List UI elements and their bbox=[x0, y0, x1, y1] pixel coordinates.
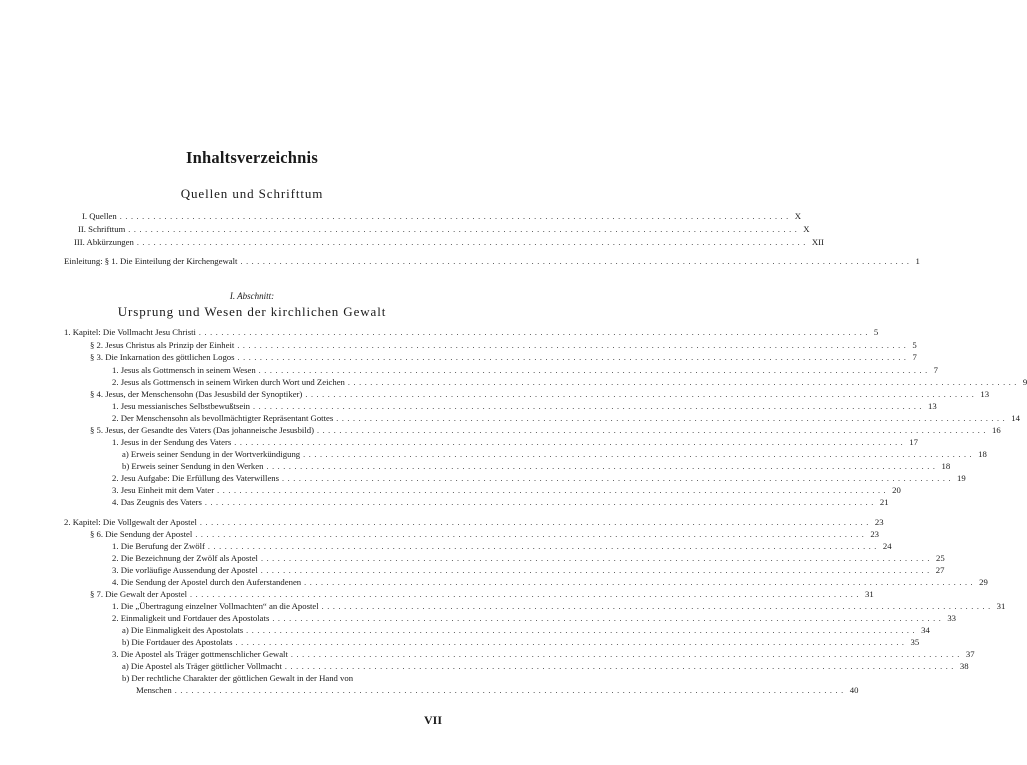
dot-leader: ........................................................................................................................ bbox=[237, 341, 910, 350]
toc-entry-title: 4. Die Sendung der Apostel durch den Auferstandenen bbox=[112, 577, 302, 587]
toc-entry-page: 34 bbox=[921, 625, 930, 635]
toc-entry-title: § 2. Jesus Christus als Prinzip der Einheit bbox=[90, 340, 235, 350]
toc-entry bbox=[112, 576, 988, 588]
toc-entry-page: 7 bbox=[912, 352, 917, 362]
toc-entry bbox=[112, 496, 889, 508]
toc-entry-title: 2. Kapitel: Die Vollgewalt der Apostel bbox=[64, 517, 197, 527]
toc-entry-title: a) Die Apostel als Träger göttlicher Vollmacht bbox=[122, 661, 282, 671]
toc-entry-page: 18 bbox=[978, 449, 987, 459]
dot-leader: ........................................................................................................................ bbox=[128, 225, 801, 234]
toc-entry-page: 23 bbox=[870, 529, 879, 539]
dot-leader: ........................................................................................................................ bbox=[174, 686, 847, 695]
toc-entry bbox=[112, 552, 945, 564]
dot-leader: ........................................................................................................................ bbox=[198, 328, 871, 337]
toc-entry-title: Einleitung: § 1. Die Einteilung der Kirchengewalt bbox=[64, 256, 238, 266]
toc-entry bbox=[90, 388, 990, 400]
toc-entry-title: 3. Jesu Einheit mit dem Vater bbox=[112, 485, 215, 495]
toc-entry-page: 35 bbox=[910, 637, 920, 647]
toc-entry-title: I. Quellen bbox=[82, 211, 117, 221]
dot-leader: ........................................................................................................................ bbox=[234, 438, 907, 447]
dot-leader: ........................................................................................................................ bbox=[282, 474, 955, 483]
toc-entry-page: 40 bbox=[849, 685, 859, 695]
dot-leader: ........................................................................................................................ bbox=[136, 238, 809, 247]
toc-entry-title: Menschen bbox=[136, 685, 172, 695]
toc-entry-title: a) Erweis seiner Sendung in der Wortverkündigung bbox=[122, 449, 301, 459]
dot-leader: ........................................................................................................................ bbox=[272, 614, 945, 623]
dot-leader: ........................................................................................................................ bbox=[316, 426, 989, 435]
toc-entry bbox=[82, 210, 802, 222]
toc-entry bbox=[112, 412, 1020, 424]
toc-entry-page: 23 bbox=[874, 517, 884, 527]
toc-entry-title: 2. Der Menschensohn als bevollmächtigter Repräsentant Gottes bbox=[112, 413, 334, 423]
toc-entry-title: 1. Jesu messianisches Selbstbewußtsein bbox=[112, 401, 251, 411]
dot-leader: ........................................................................................................................ bbox=[290, 650, 963, 659]
toc-entry-page: X bbox=[794, 211, 802, 221]
toc-entry bbox=[78, 223, 810, 235]
toc-entry-page: 29 bbox=[979, 577, 988, 587]
dot-leader: ........................................................................................................................ bbox=[260, 566, 933, 575]
toc-entry-page: 19 bbox=[957, 473, 966, 483]
dot-leader: ........................................................................................................................ bbox=[336, 414, 1009, 423]
toc-entry-title: § 5. Jesus, der Gesandte des Vaters (Das johanneische Jesusbild) bbox=[90, 425, 314, 435]
toc-entry bbox=[112, 376, 1027, 388]
toc-entry bbox=[64, 255, 920, 267]
toc-entry-title: II. Schrifttum bbox=[78, 224, 126, 234]
toc-entry-page: 38 bbox=[959, 661, 969, 671]
section-heading-origin: Ursprung und Wesen der kirchlichen Gewalt bbox=[117, 304, 387, 319]
toc-entry-page: 1 bbox=[915, 256, 920, 266]
toc-entry-page: 31 bbox=[865, 589, 874, 599]
toc-entry-title: 3. Die Apostel als Träger gottmenschlicher Gewalt bbox=[112, 649, 288, 659]
section-subtitle: I. Abschnitt: bbox=[229, 291, 275, 301]
toc-entry bbox=[90, 339, 917, 351]
dot-leader: ........................................................................................................................ bbox=[237, 353, 910, 362]
toc-entry bbox=[122, 460, 951, 472]
toc-entry bbox=[112, 400, 937, 412]
toc-entry bbox=[112, 436, 918, 448]
dot-leader: ........................................................................................................................ bbox=[304, 578, 977, 587]
toc-entry-page: 13 bbox=[980, 389, 990, 399]
dot-leader: ........................................................................................................................ bbox=[260, 554, 933, 563]
toc-entry bbox=[112, 540, 892, 552]
toc-entry bbox=[90, 351, 917, 363]
toc-entry-page: 33 bbox=[947, 613, 957, 623]
dot-leader: ........................................................................................................................ bbox=[347, 378, 1020, 387]
toc-entry bbox=[74, 236, 824, 248]
toc-entry-page: 14 bbox=[1011, 413, 1020, 423]
toc-entry-page: 5 bbox=[873, 327, 879, 337]
toc-entry-page: 5 bbox=[912, 340, 917, 350]
toc-entry bbox=[90, 588, 874, 600]
dot-leader: ........................................................................................................................ bbox=[119, 212, 792, 221]
dot-leader: ........................................................................................................................ bbox=[190, 590, 862, 599]
toc-entry-page: 13 bbox=[928, 401, 937, 411]
toc-entry-title: 1. Die „Übertragung einzelner Vollmachten“ an die Apostel bbox=[112, 601, 319, 611]
toc-entry bbox=[122, 624, 930, 636]
dot-leader: ........................................................................................................................ bbox=[303, 450, 976, 459]
toc-entry-title: 2. Jesu Aufgabe: Die Erfüllung des Vaterwillens bbox=[112, 473, 280, 483]
dot-leader: ........................................................................................................................ bbox=[235, 638, 908, 647]
toc-entry bbox=[112, 600, 1006, 612]
toc-entry-page: 25 bbox=[935, 553, 945, 563]
toc-entry bbox=[112, 364, 939, 376]
toc-entry-page: 31 bbox=[996, 601, 1006, 611]
toc-entry bbox=[64, 516, 884, 528]
toc-entry bbox=[112, 484, 901, 496]
toc-entry-page: 9 bbox=[1022, 377, 1027, 387]
toc-entry bbox=[136, 684, 859, 696]
dot-leader: ........................................................................................................................ bbox=[258, 366, 931, 375]
toc-entry-title: 2. Die Bezeichnung der Zwölf als Apostel bbox=[112, 553, 258, 563]
dot-leader: ........................................................................................................................ bbox=[195, 530, 868, 539]
toc-entry bbox=[90, 528, 879, 540]
toc-entry-title: III. Abkürzungen bbox=[74, 237, 134, 247]
toc-entry-title: 1. Jesus als Gottmensch in seinem Wesen bbox=[112, 365, 256, 375]
toc-entry-page: 37 bbox=[965, 649, 975, 659]
toc-entry-page: 20 bbox=[892, 485, 901, 495]
toc-entry-title: 1. Die Berufung der Zwölf bbox=[112, 541, 205, 551]
dot-leader: ........................................................................................................................ bbox=[246, 626, 919, 635]
dot-leader: ........................................................................................................................ bbox=[204, 498, 877, 507]
toc-entry-page: 24 bbox=[882, 541, 892, 551]
toc-entry bbox=[122, 660, 969, 672]
toc-entry-title: b) Erweis seiner Sendung in den Werken bbox=[122, 461, 264, 471]
toc-entry-title: 2. Jesus als Gottmensch in seinem Wirken durch Wort und Zeichen bbox=[112, 377, 345, 387]
toc-entry-title: 1. Kapitel: Die Vollmacht Jesu Christi bbox=[64, 327, 196, 337]
page-title: Inhaltsverzeichnis bbox=[186, 148, 318, 167]
toc-entry-title: 2. Einmaligkeit und Fortdauer des Apostolats bbox=[112, 613, 270, 623]
toc-entry-page: 18 bbox=[941, 461, 951, 471]
toc-entry-page: 16 bbox=[991, 425, 1001, 435]
toc-entry bbox=[112, 564, 945, 576]
toc-entry-title: § 3. Die Inkarnation des göttlichen Logos bbox=[90, 352, 235, 362]
toc-entry-title: § 6. Die Sendung der Apostel bbox=[90, 529, 193, 539]
dot-leader: ........................................................................................................................ bbox=[284, 662, 957, 671]
section-heading-sources: Quellen und Schrifttum bbox=[180, 186, 324, 201]
dot-leader: ........................................................................................................................ bbox=[266, 462, 939, 471]
dot-leader: ........................................................................................................................ bbox=[240, 257, 913, 266]
toc-entry-title: b) Der rechtliche Charakter der göttlichen Gewalt in der Hand von bbox=[122, 673, 354, 683]
toc-entry-page: X bbox=[803, 224, 810, 234]
toc-entry-page: 7 bbox=[933, 365, 939, 375]
dot-leader: ........................................................................................................................ bbox=[253, 402, 926, 411]
toc-entry-title: a) Die Einmaligkeit des Apostolats bbox=[122, 625, 244, 635]
toc-entry bbox=[64, 326, 879, 338]
toc-entry bbox=[122, 636, 920, 648]
toc-entry-title: b) Die Fortdauer des Apostolats bbox=[122, 637, 233, 647]
dot-leader: ........................................................................................................................ bbox=[321, 602, 994, 611]
toc-entry bbox=[112, 648, 975, 660]
toc-entry bbox=[112, 472, 966, 484]
toc-entry-title: 4. Das Zeugnis des Vaters bbox=[112, 497, 202, 507]
toc-entry-title: 3. Die vorläufige Aussendung der Apostel bbox=[112, 565, 258, 575]
toc-entry bbox=[90, 424, 1001, 436]
dot-leader: ........................................................................................................................ bbox=[199, 518, 872, 527]
toc-entry bbox=[122, 672, 442, 684]
toc-entry bbox=[122, 448, 987, 460]
page-number: VII bbox=[423, 713, 442, 727]
toc-entry-page: XII bbox=[811, 237, 824, 247]
toc-entry-title: § 4. Jesus, der Menschensohn (Das Jesusbild der Synoptiker) bbox=[90, 389, 303, 399]
dot-leader: ........................................................................................................................ bbox=[305, 390, 978, 399]
dot-leader: ........................................................................................................................ bbox=[207, 542, 880, 551]
toc-entry bbox=[112, 612, 957, 624]
toc-entry-page: 27 bbox=[935, 565, 945, 575]
dot-leader: ........................................................................................................................ bbox=[217, 486, 890, 495]
toc-entry-page: 17 bbox=[909, 437, 918, 447]
toc-entry-title: 1. Jesus in der Sendung des Vaters bbox=[112, 437, 232, 447]
toc-entry-title: § 7. Die Gewalt der Apostel bbox=[90, 589, 187, 599]
toc-entry-page: 21 bbox=[879, 497, 889, 507]
